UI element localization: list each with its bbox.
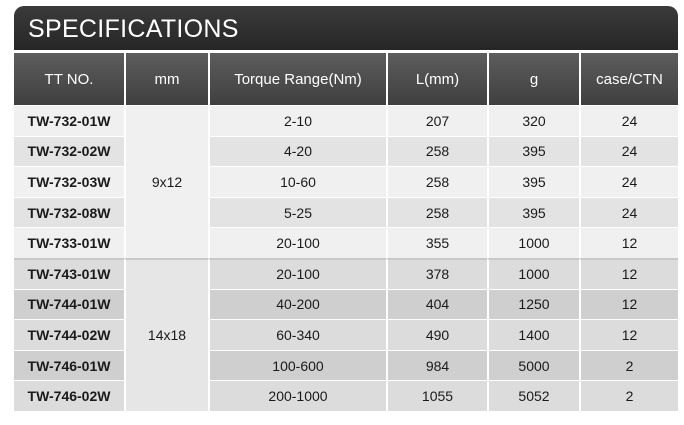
length-cell: 378 (386, 258, 487, 289)
weight-cell: 1000 (487, 227, 579, 258)
table-header-row (14, 53, 678, 105)
case-cell: 12 (579, 258, 678, 289)
tt-no-cell: TW-744-02W (14, 319, 124, 350)
length-cell: 1055 (386, 380, 487, 411)
case-cell: 12 (579, 319, 678, 350)
tt-no-cell: TW-743-01W (14, 258, 124, 289)
torque-cell: 2-10 (208, 105, 386, 136)
length-cell: 258 (386, 197, 487, 228)
weight-cell: 395 (487, 136, 579, 167)
length-cell: 404 (386, 289, 487, 320)
table-row (14, 289, 678, 320)
table-row (14, 227, 678, 258)
weight-cell: 5052 (487, 380, 579, 411)
table-row (14, 197, 678, 228)
table-row (14, 258, 678, 289)
header-torque-range: Torque Range(Nm) (208, 53, 386, 105)
length-cell: 258 (386, 136, 487, 167)
torque-cell: 100-600 (208, 350, 386, 381)
header-tt-no: TT NO. (14, 53, 124, 105)
weight-cell: 1400 (487, 319, 579, 350)
header-case-ctn: case/CTN (579, 53, 678, 105)
torque-cell: 10-60 (208, 166, 386, 197)
tt-no-cell: TW-732-02W (14, 136, 124, 167)
tt-no-cell: TW-732-03W (14, 166, 124, 197)
table-row (14, 166, 678, 197)
torque-cell: 20-100 (208, 227, 386, 258)
length-cell: 258 (386, 166, 487, 197)
case-cell: 12 (579, 227, 678, 258)
weight-cell: 395 (487, 166, 579, 197)
length-cell: 984 (386, 350, 487, 381)
table-row (14, 350, 678, 381)
torque-cell: 20-100 (208, 258, 386, 289)
weight-cell: 395 (487, 197, 579, 228)
page-title: SPECIFICATIONS (14, 6, 678, 50)
torque-cell: 60-340 (208, 319, 386, 350)
header-length: L(mm) (386, 53, 487, 105)
torque-cell: 200-1000 (208, 380, 386, 411)
header-weight: g (487, 53, 579, 105)
case-cell: 24 (579, 105, 678, 136)
tt-no-cell: TW-746-01W (14, 350, 124, 381)
case-cell: 2 (579, 350, 678, 381)
torque-cell: 5-25 (208, 197, 386, 228)
mm-cell: 9x12 (124, 105, 208, 258)
case-cell: 12 (579, 289, 678, 320)
mm-cell: 14x18 (124, 258, 208, 411)
header-mm: mm (124, 53, 208, 105)
torque-cell: 4-20 (208, 136, 386, 167)
weight-cell: 1250 (487, 289, 579, 320)
weight-cell: 5000 (487, 350, 579, 381)
table-row (14, 136, 678, 167)
torque-cell: 40-200 (208, 289, 386, 320)
weight-cell: 320 (487, 105, 579, 136)
tt-no-cell: TW-746-02W (14, 380, 124, 411)
table-row (14, 105, 678, 136)
length-cell: 355 (386, 227, 487, 258)
length-cell: 207 (386, 105, 487, 136)
case-cell: 24 (579, 166, 678, 197)
case-cell: 2 (579, 380, 678, 411)
case-cell: 24 (579, 136, 678, 167)
length-cell: 490 (386, 319, 487, 350)
specifications-table (14, 53, 678, 411)
weight-cell: 1000 (487, 258, 579, 289)
case-cell: 24 (579, 197, 678, 228)
tt-no-cell: TW-733-01W (14, 227, 124, 258)
table-row (14, 319, 678, 350)
tt-no-cell: TW-732-08W (14, 197, 124, 228)
tt-no-cell: TW-732-01W (14, 105, 124, 136)
tt-no-cell: TW-744-01W (14, 289, 124, 320)
table-row (14, 380, 678, 411)
